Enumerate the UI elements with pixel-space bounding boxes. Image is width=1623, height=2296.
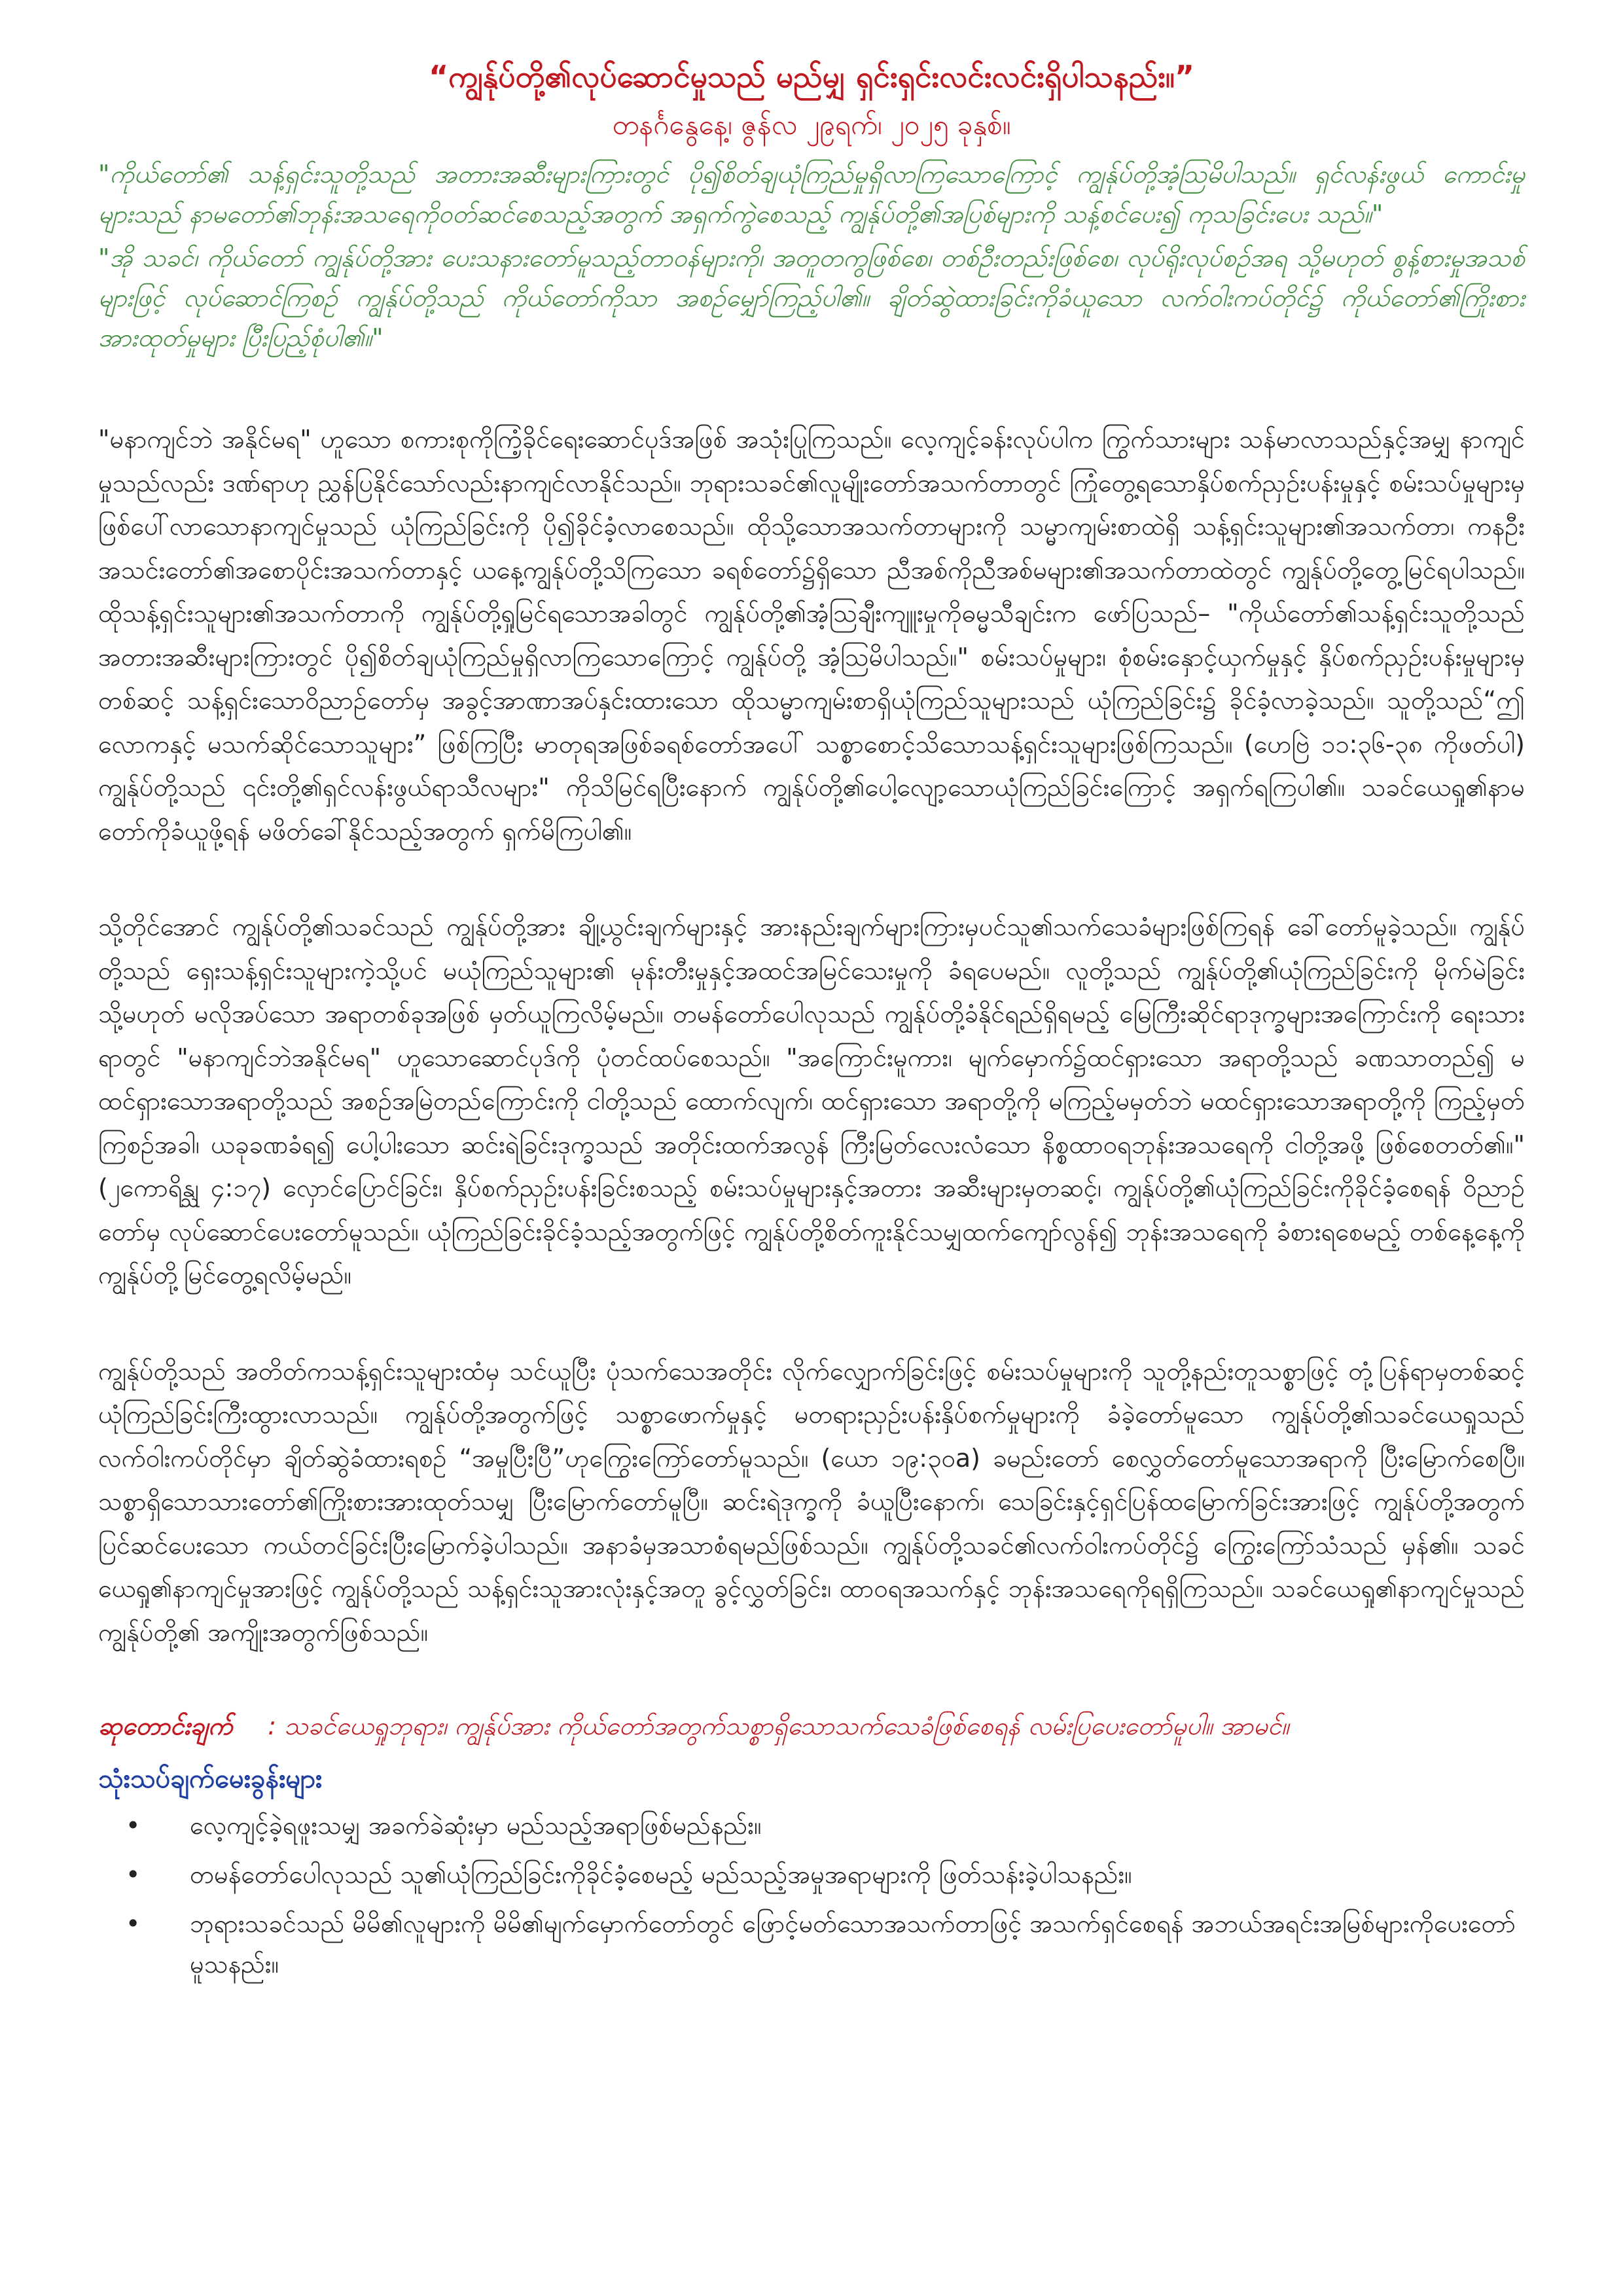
prayer-text: : သခင်ယေရှုဘုရား၊ ကျွန်ုပ်အား ကိုယ်တော်အတွက်သစ္စာရှိသောသက်သေခံဖြစ်စေရန် လမ်းပြပေးတော်မူပါ။ အာမင်။ xyxy=(268,1712,1289,1741)
prayer-label: ဆုတောင်းချက် xyxy=(98,1712,233,1741)
page-title: “ကျွန်ုပ်တို့၏လုပ်ဆောင်မှုသည် မည်မျှ ရှင်းရှင်းလင်းလင်းရှိပါသနည်း။” xyxy=(428,59,1195,94)
prayer-line xyxy=(98,1706,1525,1746)
question-text: တမန်တော်ပေါလုသည် သူ၏ယုံကြည်ခြင်းကိုခိုင်ခံ့စေမည့် မည်သည့်အမှုအရာများကို ဖြတ်သန်းခဲ့ပါသနည်း။ xyxy=(190,1859,1132,1889)
page-date: တနင်္ဂနွေနေ့၊ ဇွန်လ ၂၉ရက်၊ ၂၀၂၅ ခုနှစ်။ xyxy=(612,108,1011,141)
reflection-questions-title: သုံးသပ်ချက်မေးခွန်းများ xyxy=(98,1764,323,1795)
question-text: လေ့ကျင့်ခဲ့ရဖူးသမျှ အခက်ခဲဆုံးမှာ မည်သည့်အရာဖြစ်မည်နည်း။ xyxy=(190,1811,762,1840)
bullet-icon: • xyxy=(126,1811,141,1840)
list-item xyxy=(98,1805,1525,1846)
hymn-quotes xyxy=(98,154,1525,357)
list-item xyxy=(98,1854,1525,1895)
bullet-icon: • xyxy=(126,1859,141,1889)
hymn-quote: "အို သခင်၊ ကိုယ်တော် ကျွန်ုပ်တို့အား ပေးသနားတော်မူသည့်တာဝန်များကို၊ အတူတကွဖြစ်စေ၊ တစ်ဦးတည်းဖြစ်စေ၊ လုပ်ရိုးလုပ်စဉ်အရ သို့မဟုတ် စွန့်စားမှုအသစ်များဖြင့် လုပ်ဆောင်ကြစဉ် ကျွန်ုပ်တို့သည် ကိုယ်တော်ကိုသာ အစဉ်မျှော်ကြည့်ပါ၏။ ချိတ်ဆွဲထားခြင်းကိုခံယူသော လက်ဝါးကပ်တိုင်၌ ကိုယ်တော်၏ကြိုးစားအားထုတ်မှုများ ပြီးပြည့်စုံပါ၏။" xyxy=(98,243,1525,352)
list-item xyxy=(98,1903,1525,1985)
question-text: ဘုရားသခင်သည် မိမိ၏လူများကို မိမိ၏မျက်မှောက်တော်တွင် ဖြောင့်မတ်သောအသက်တာဖြင့် အသက်ရှင်စေရန် အဘယ်အရင်းအမြစ်များကိုပေးတော်မူသနည်း။ xyxy=(190,1909,1516,1979)
body-paragraph: ကျွန်ုပ်တို့သည် အတိတ်ကသန့်ရှင်းသူများထံမှ သင်ယူပြီး ပုံသက်သေအတိုင်း လိုက်လျှောက်ခြင်းဖြင့် စမ်းသပ်မှုများကို သူတို့နည်းတူသစ္စာဖြင့် တုံ့ပြန်ရာမှတစ်ဆင့် ယုံကြည်ခြင်းကြီးထွားလာသည်။ ကျွန်ုပ်တို့အတွက်ဖြင့် သစ္စာဖောက်မှုနှင့် မတရားညှဉ်းပန်းနှိပ်စက်မှုများကို ခံခဲ့တော်မူသော ကျွန်ုပ်တို့၏သခင်ယေရှုသည် လက်ဝါးကပ်တိုင်မှာ ချိတ်ဆွဲခံထားရစဉ် “အမှုပြီးပြီ”ဟုကြွေးကြော်တော်မူသည်။ (ယော ၁၉:၃၀a) ခမည်းတော် စေလွှတ်တော်မူသောအရာကို ပြီးမြောက်စေပြီ။ သစ္စာရှိသောသားတော်၏ကြိုးစားအားထုတ်သမျှ ပြီးမြောက်တော်မူပြီ။ ဆင်းရဲဒုက္ခကို ခံယူပြီးနောက်၊ သေခြင်းနှင့်ရှင်ပြန်ထမြောက်ခြင်းအားဖြင့် ကျွန်ုပ်တို့အတွက် ပြင်ဆင်ပေးသော ကယ်တင်ခြင်းပြီးမြောက်ခဲ့ပါသည်။ အနာခံမှအသာစံရမည်ဖြစ်သည်။ ကျွန်ုပ်တို့သခင်၏လက်ဝါးကပ်တိုင်၌ ကြွေးကြော်သံသည် မှန်၏။ သခင်ယေရှု၏နာကျင်မှုအားဖြင့် ကျွန်ုပ်တို့သည် သန့်ရှင်းသူအားလုံးနှင့်အတူ ခွင့်လွှတ်ခြင်း၊ ထာဝရအသက်နှင့် ဘုန်းအသရေကိုရရှိကြသည်။ သခင်ယေရှု၏နာကျင်မှုသည် ကျွန်ုပ်တို့၏ အကျိုးအတွက်ဖြစ်သည်။ xyxy=(98,1356,1525,1647)
hymn-quote: "ကိုယ်တော်၏ သန့်ရှင်းသူတို့သည် အတားအဆီးများကြားတွင် ပို၍စိတ်ချယုံကြည်မှုရှိလာကြသောကြောင့် ကျွန်ုပ်တို့အံ့ဩမိပါသည်။ ရှင်လန်းဖွယ် ကောင်းမှုများသည် နာမတော်၏ဘုန်းအသရေကိုဝတ်ဆင်စေသည့်အတွက် အရှက်ကွဲစေသည့် ကျွန်ုပ်တို့၏အပြစ်များကို သန့်စင်ပေး၍ ကုသခြင်းပေး သည်။" xyxy=(98,160,1525,229)
body-paragraph: သို့တိုင်အောင် ကျွန်ုပ်တို့၏သခင်သည် ကျွန်ုပ်တို့အား ချို့ယွင်းချက်များနှင့် အားနည်းချက်များကြားမှပင်သူ၏သက်သေခံများဖြစ်ကြရန် ခေါ်တော်မူခဲ့သည်။ ကျွန်ုပ်တို့သည် ရှေးသန့်ရှင်းသူများကဲ့သို့ပင် မယုံကြည်သူများ၏ မုန်းတီးမှုနှင့်အထင်အမြင်သေးမှုကို ခံရပေမည်။ လူတို့သည် ကျွန်ုပ်တို့၏ယုံကြည်ခြင်းကို မိုက်မဲခြင်း သို့မဟုတ် မလိုအပ်သော အရာတစ်ခုအဖြစ် မှတ်ယူကြလိမ့်မည်။ တမန်တော်ပေါလုသည် ကျွန်ုပ်တို့ခံနိုင်ရည်ရှိရမည့် မြေကြီးဆိုင်ရာဒုက္ခများအကြောင်းကို ရေးသားရာတွင် "မနာကျင်ဘဲအနိုင်မရ" ဟူသောဆောင်ပုဒ်ကို ပုံတင်ထပ်စေသည်။ "အကြောင်းမူကား၊ မျက်မှောက်၌ထင်ရှားသော အရာတို့သည် ခဏသာတည်၍ မထင်ရှားသောအရာတို့သည် အစဉ်အမြဲတည်ကြောင်းကို ငါတို့သည် ထောက်လျက်၊ ထင်ရှားသော အရာတို့ကို မကြည့်မမှတ်ဘဲ မထင်ရှားသောအရာတို့ကို ကြည့်မှတ်ကြစဉ်အခါ၊ ယခုခဏခံရ၍ ပေါ့ပါးသော ဆင်းရဲခြင်းဒုက္ခသည် အတိုင်းထက်အလွန် ကြီးမြတ်လေးလံသော နိစ္စထာဝရဘုန်းအသရေကို ငါတို့အဖို့ ဖြစ်စေတတ်၏။" (၂ကောရိန္သု ၄:၁၇) လှောင်ပြောင်ခြင်း၊ နှိပ်စက်ညှဉ်းပန်းခြင်းစသည့် စမ်းသပ်မှုများနှင့်အတား အဆီးများမှတဆင့်၊ ကျွန်ုပ်တို့၏ယုံကြည်ခြင်းကိုခိုင်ခံ့စေရန် ဝိညာဉ်တော်မှ လုပ်ဆောင်ပေးတော်မူသည်။ ယုံကြည်ခြင်းခိုင်ခံ့သည့်အတွက်ဖြင့် ကျွန်ုပ်တို့စိတ်ကူးနိုင်သမျှထက်ကျော်လွန်၍ ဘုန်းအသရေကို ခံစားရစေမည့် တစ်နေ့နေ့ကို ကျွန်ုပ်တို့မြင်တွေ့ရလိမ့်မည်။ xyxy=(98,912,1525,1290)
reflection-questions-list xyxy=(98,1805,1525,1985)
bullet-icon: • xyxy=(126,1909,141,1938)
body-paragraph: "မနာကျင်ဘဲ အနိုင်မရ" ဟူသော စကားစုကိုကြံ့ခိုင်ရေးဆောင်ပုဒ်အဖြစ် အသုံးပြုကြသည်။ လေ့ကျင့်ခန်းလုပ်ပါက ကြွက်သားများ သန်မာလာသည်နှင့်အမျှ နာကျင်မှုသည်လည်း ဒဏ်ရာဟု ညွှန်ပြနိုင်သော်လည်းနာကျင်လာနိုင်သည်။ ဘုရားသခင်၏လူမျိုးတော်အသက်တာတွင် ကြုံတွေ့ရသောနှိပ်စက်ညှဉ်းပန်းမှုနှင့် စမ်းသပ်မှုများမှ ဖြစ်ပေါ်လာသောနာကျင်မှုသည် ယုံကြည်ခြင်းကို ပို၍ခိုင်ခံ့လာစေသည်။ ထိုသို့သောအသက်တာများကို သမ္မာကျမ်းစာထဲရှိ သန့်ရှင်းသူများ၏အသက်တာ၊ ကနဦးအသင်းတော်၏အစောပိုင်းအသက်တာနှင့် ယနေ့ကျွန်ုပ်တို့သိကြသော ခရစ်တော်၌ရှိသော ညီအစ်ကိုညီအစ်မများ၏အသက်တာထဲတွင် ကျွန်ုပ်တို့တွေ့မြင်ရပါသည်။ ထိုသန့်ရှင်းသူများ၏အသက်တာကို ကျွန်ုပ်တို့ရှုမြင်ရသောအခါတွင် ကျွန်ုပ်တို့၏အံ့သြချီးကျူးမှုကိုဓမ္မသီချင်းက ဖော်ပြသည်– "ကိုယ်တော်၏သန့်ရှင်းသူတို့သည် အတားအဆီးများကြားတွင် ပို၍စိတ်ချယုံကြည်မှုရှိလာကြသောကြောင့် ကျွန်ုပ်တို့ အံ့သြမိပါသည်။" စမ်းသပ်မှုများ၊ စုံစမ်းနှောင့်ယှက်မှုနှင့် နှိပ်စက်ညှဉ်းပန်းမှုများမှတစ်ဆင့် သန့်ရှင်းသောဝိညာဉ်တော်မှ အခွင့်အာဏာအပ်နှင်းထားသော ထိုသမ္မာကျမ်းစာရှိယုံကြည်သူများသည် ယုံကြည်ခြင်း၌ ခိုင်ခံ့လာခဲ့သည်။ သူတို့သည်“ဤလောကနှင့် မသက်ဆိုင်သောသူများ” ဖြစ်ကြပြီး မာတုရအဖြစ်ခရစ်တော်အပေါ် သစ္စာစောင့်သိသောသန့်ရှင်းသူများဖြစ်ကြသည်။ (ဟေဗြဲ ၁၁:၃၆-၃၈ ကိုဖတ်ပါ) ကျွန်ုပ်တို့သည် ၎င်းတို့၏ရှင်လန်းဖွယ်ရာသီလများ" ကိုသိမြင်ရပြီးနောက် ကျွန်ုပ်တို့၏ပေါ့လျော့သောယုံကြည်ခြင်းကြောင့် အရှက်ရကြပါ၏။ သခင်ယေရှု၏နာမတော်ကိုခံယူဖို့ရန် မဖိတ်ခေါ်နိုင်သည့်အတွက် ရှက်မိကြပါ၏။ xyxy=(98,425,1525,846)
